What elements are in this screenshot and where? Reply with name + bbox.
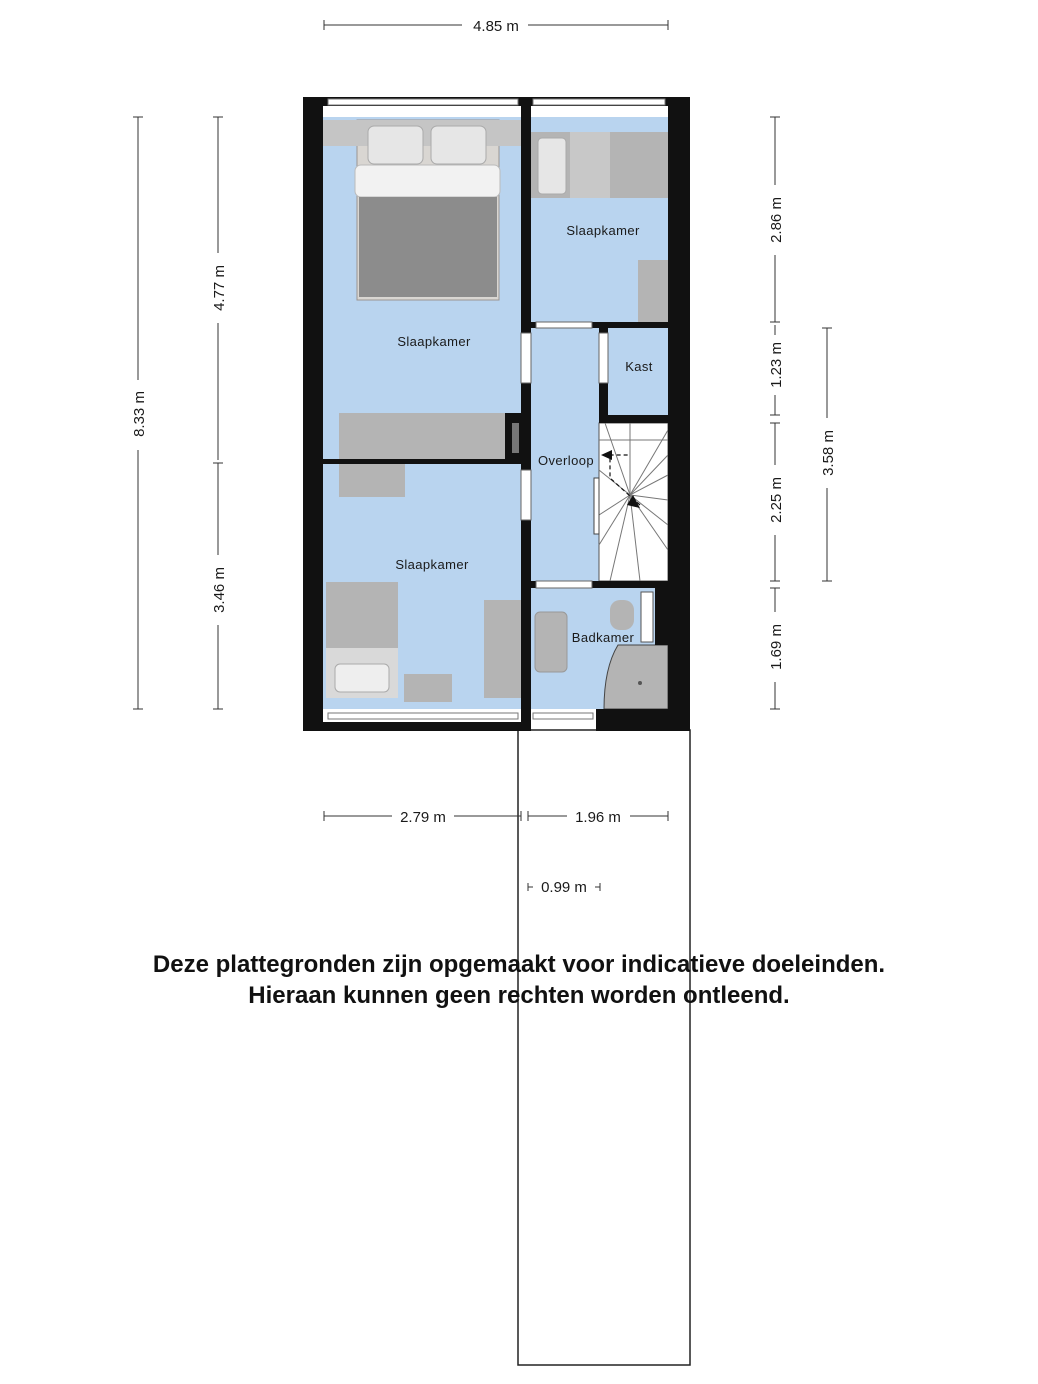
dim-closet-depth: 1.23 m — [768, 342, 785, 388]
wall-master-lower — [323, 459, 521, 464]
small-bed-sheet — [570, 132, 610, 198]
shower — [604, 645, 668, 709]
lower-desk — [484, 600, 521, 698]
wall-bottom-left — [303, 722, 523, 731]
wall-bottom-right — [596, 709, 690, 731]
lower-bed-pillow — [335, 664, 389, 692]
master-cabinet-door — [512, 423, 519, 453]
wall-right — [668, 97, 690, 731]
dim-stair-depth: 2.25 m — [768, 477, 785, 523]
dim-small-bedroom-depth: 2.86 m — [768, 197, 785, 243]
dim-master-depth: 4.77 m — [211, 265, 228, 311]
stair-handrail — [594, 478, 599, 534]
door-small — [536, 322, 592, 328]
door-bathroom — [536, 581, 592, 588]
window-bottom-left — [328, 713, 518, 719]
shower-drain — [638, 681, 642, 685]
label-small-bedroom: Slaapkamer — [566, 223, 640, 238]
master-bed-sheet — [355, 165, 500, 197]
master-bed-pillow-left — [368, 126, 423, 164]
dim-right-width: 1.96 m — [575, 809, 621, 826]
master-bed-pillow-right — [431, 126, 486, 164]
dim-bathroom-depth: 1.69 m — [768, 624, 785, 670]
master-desk-chair — [339, 463, 405, 497]
staircase — [594, 423, 668, 581]
dim-lower-bedroom-depth: 3.46 m — [211, 567, 228, 613]
master-desk — [339, 413, 505, 459]
label-bathroom: Badkamer — [571, 630, 635, 645]
label-landing: Overloop — [538, 453, 594, 468]
window-bottom-right — [533, 713, 593, 719]
wall-left — [303, 97, 323, 731]
window-top-left — [328, 99, 518, 105]
dim-left-width: 2.79 m — [400, 809, 446, 826]
dim-balcony-width: 0.99 m — [541, 879, 587, 896]
dim-total-depth: 8.33 m — [131, 391, 148, 437]
small-bed-pillow — [538, 138, 566, 194]
toilet — [610, 600, 634, 630]
master-bed-blanket — [359, 197, 497, 297]
lower-bench — [404, 674, 452, 702]
wall-closet-bottom — [599, 415, 668, 423]
label-closet: Kast — [625, 359, 653, 374]
door-closet — [599, 333, 608, 383]
disclaimer-line-1: Deze plattegronden zijn opgemaakt voor indicatieve doeleinden. — [152, 951, 886, 978]
wall-bathroom-niche — [655, 588, 668, 645]
dim-total-width: 4.85 m — [473, 18, 519, 35]
wall-center — [521, 97, 531, 731]
disclaimer-line-2: Hieraan kunnen geen rechten worden ontleend. — [248, 982, 790, 1009]
sink — [535, 612, 567, 672]
window-top-right — [533, 99, 665, 105]
dim-landing-depth: 3.58 m — [820, 430, 837, 476]
door-master — [521, 333, 531, 383]
label-master-bedroom: Slaapkamer — [397, 334, 471, 349]
label-lower-bedroom: Slaapkamer — [395, 557, 469, 572]
door-lower — [521, 470, 531, 520]
bathroom-niche-white — [641, 592, 653, 642]
small-wardrobe — [638, 260, 668, 322]
